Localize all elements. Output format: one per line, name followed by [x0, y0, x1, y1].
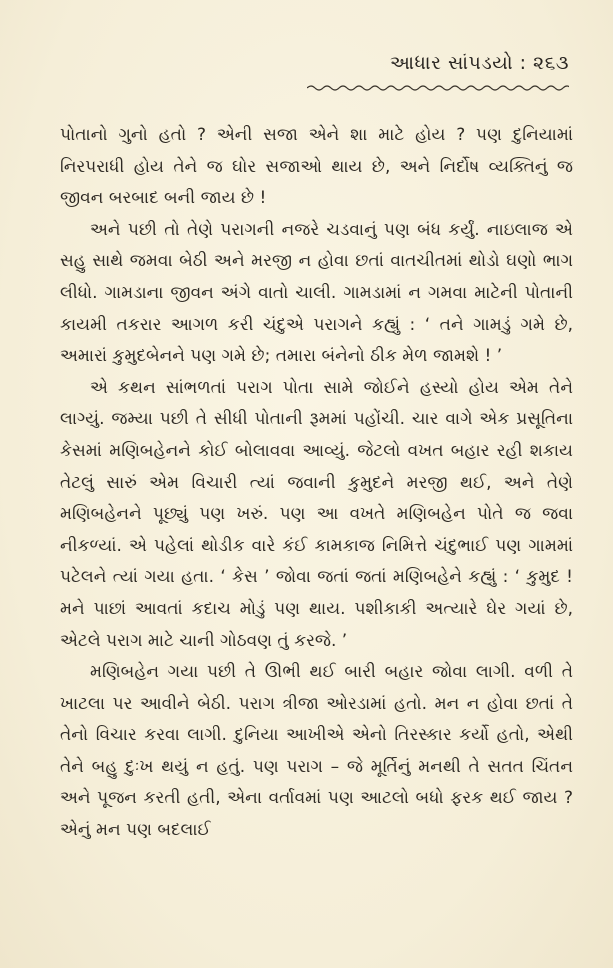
body-text — [60, 120, 573, 847]
paragraph: પોતાનો ગુનો હતો ? એની સજા એને શા માટે હોય ? પણ દુનિયામાં નિરપરાધી હોય તેને જ ઘોર સજાઓ થાય છે, અને નિર્દોષ વ્યક્તિનું જ જીવન બરબાદ બની જાય છે ! — [60, 125, 573, 209]
running-head: આધાર સાંપડયો : ૨૬૩ — [389, 52, 569, 74]
paragraph: અને પછી તો તેણે પરાગની નજરે ચડવાનું પણ બંધ કર્યું. નાઇલાજ એ સહુ સાથે જમવા બેઠી અને મરજી ન હોવા છતાં વાતચીતમાં થોડો ઘણો ભાગ લીધો. ગામડાના જીવન અંગે વાતો ચાલી. ગામડામાં ન ગમવા માટેની પોતાની કાયમી તકરાર આગળ કરી ચંદુએ પરાગને કહ્યું : ‘ તને ગામડું ગમે છે, અમારાં કુમુદબેનને પણ ગમે છે; તમારા બંનેનો ઠીક મેળ જામશે ! ’ — [60, 219, 573, 367]
paragraph: એ કથન સાંભળતાં પરાગ પોતા સામે જોઈને હસ્યો હોય એમ તેને લાગ્યું. જમ્યા પછી તે સીધી પોતાની રૂમમાં પહોંચી. ચાર વાગે એક પ્રસૂતિના કેસમાં મણિબહેનને કોઈ બોલાવવા આવ્યું. જેટલો વખત બહાર રહી શકાય તેટલું સારું એમ વિચારી ત્યાં જવાની કુમુદને મરજી થઈ, અને તેણે મણિબહેનને પૂછ્યું પણ ખરું. પણ આ વખતે મણિબહેન પોતે જ જવા નીકળ્યાં. એ પહેલાં થોડીક વારે કંઈ કામકાજ નિમિત્તે ચંદુભાઈ પણ ગામમાં પટેલને ત્યાં ગયા હતા. ‘ કેસ ’ જોવા જતાં જતાં મણિબહેને કહ્યું : ‘ કુમુદ ! મને પાછાં આવતાં કદાચ મોડું પણ થાય. પશીકાકી અત્યારે ઘેર ગયાં છે, એટલે પરાગ માટે ચાની ગોઠવણ તું કરજે. ’ — [60, 377, 573, 651]
paragraph: મણિબહેન ગયા પછી તે ઊભી થઈ બારી બહાર જોવા લાગી. વળી તે ખાટલા પર આવીને બેઠી. પરાગ ત્રીજા ઓરડામાં હતો. મન ન હોવા છતાં તે તેનો વિચાર કરવા લાગી. દુનિયા આખીએ એનો તિરસ્કાર કર્યો હતો, એથી તેને બહુ દુઃખ થયું ન હતું. પણ પરાગ – જે મૂર્તિનું મનથી તે સતત ચિંતન અને પૂજન કરતી હતી, એના વર્તાવમાં પણ આટલો બધો ફરક થઈ જાય ? એનું મન પણ બદલાઈ — [60, 662, 573, 841]
header-wavy-rule — [307, 84, 569, 92]
